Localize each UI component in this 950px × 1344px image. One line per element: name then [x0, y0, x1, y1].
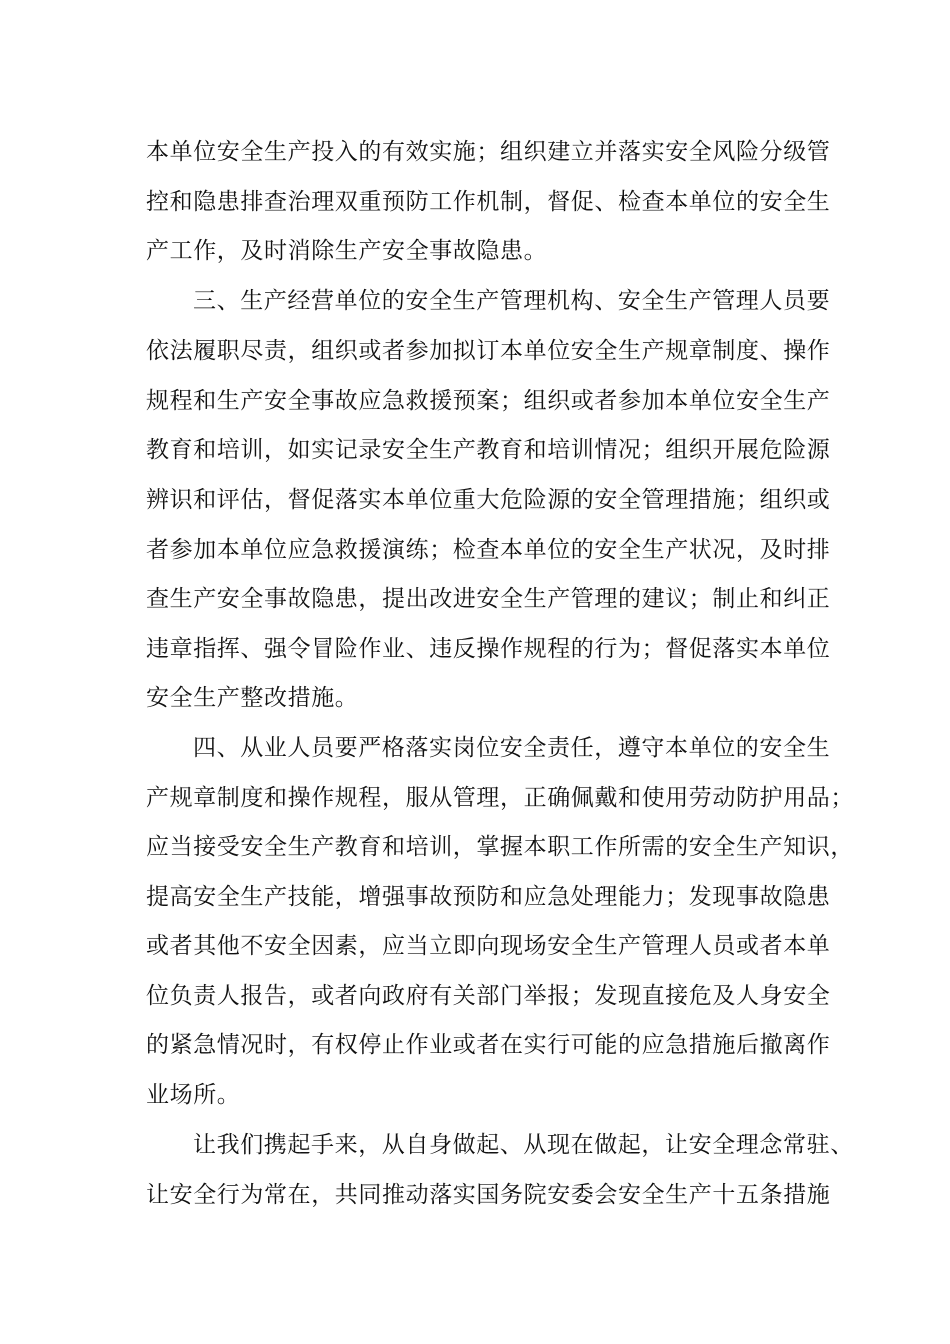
text-line: 业场所。 — [146, 1082, 241, 1108]
paragraph-5-first-line: 让我们携起手来，从自身做起、从现在做起，让安全理念常驻、 — [193, 1132, 854, 1158]
paragraph-3-first-line: 三、生产经营单位的安全生产管理机构、安全生产管理人员要 — [193, 288, 831, 314]
text-line: 让安全行为常在，共同推动落实国务院安委会安全生产十五条措施 — [146, 1182, 831, 1208]
text-line: 产规章制度和操作规程，服从管理，正确佩戴和使用劳动防护用品； — [146, 785, 854, 811]
text-line: 者参加本单位应急救援演练；检查本单位的安全生产状况，及时排 — [146, 537, 831, 563]
text-line: 查生产安全事故隐患，提出改进安全生产管理的建议；制止和纠正 — [146, 586, 831, 612]
text-line: 提高安全生产技能，增强事故预防和应急处理能力；发现事故隐患 — [146, 884, 831, 910]
text-line: 应当接受安全生产教育和培训，掌握本职工作所需的安全生产知识， — [146, 834, 854, 860]
text-line: 的紧急情况时，有权停止作业或者在实行可能的应急措施后撤离作 — [146, 1032, 831, 1058]
text-line: 位负责人报告，或者向政府有关部门举报；发现直接危及人身安全 — [146, 983, 831, 1009]
text-line: 依法履职尽责，组织或者参加拟订本单位安全生产规章制度、操作 — [146, 338, 831, 364]
text-line: 辨识和评估，督促落实本单位重大危险源的安全管理措施；组织或 — [146, 487, 831, 513]
text-line: 教育和培训，如实记录安全生产教育和培训情况；组织开展危险源 — [146, 437, 831, 463]
paragraph-4-first-line: 四、从业人员要严格落实岗位安全责任，遵守本单位的安全生 — [193, 735, 831, 761]
text-line: 产工作，及时消除生产安全事故隐患。 — [146, 238, 548, 264]
text-line: 安全生产整改措施。 — [146, 685, 359, 711]
text-line: 控和隐患排查治理双重预防工作机制，督促、检查本单位的安全生 — [146, 189, 831, 215]
text-line: 违章指挥、强令冒险作业、违反操作规程的行为；督促落实本单位 — [146, 636, 831, 662]
text-line: 规程和生产安全事故应急救援预案；组织或者参加本单位安全生产 — [146, 388, 831, 414]
text-line: 本单位安全生产投入的有效实施；组织建立并落实安全风险分级管 — [146, 139, 831, 165]
text-line: 或者其他不安全因素，应当立即向现场安全生产管理人员或者本单 — [146, 933, 831, 959]
